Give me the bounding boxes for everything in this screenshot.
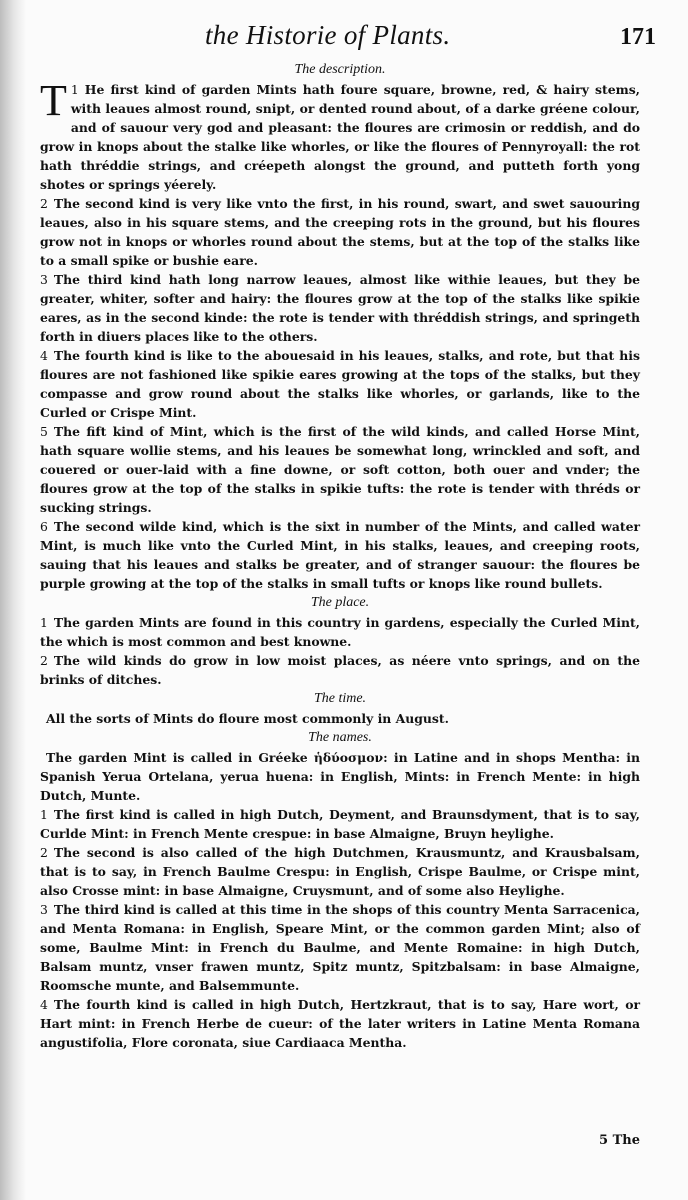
paragraph-text: The garden Mint is called in Gréeke ἡδύοσμον: in Latine and in shops Mentha: in Spanish Yerua Ortelana, yerua huena: in English, Mints: in French Mente: in high Dutch, Munte.	[40, 750, 640, 803]
body-text	[40, 60, 640, 1052]
paragraph-text: The third kind hath long narrow leaues, almost like withie leaues, but they be greater, whiter, softer and hairy: the floures grow at the top of the stalks like spikie eares, as in the second kinde: the rote is tender with thréddish strings, and springeth forth in diuers places like to the others.	[40, 272, 640, 344]
heading-names: The names.	[308, 730, 372, 745]
place-paragraph-1	[40, 613, 640, 651]
paragraph-text: He first kind of garden Mints hath foure square, browne, red, & hairy stems, with leaues almost round, snipt, or dented round about, of a darke gréene colour, and of sauour very god and pleasant: the floures are crimosin or reddish, and do grow in knops about the stalke like whorles, or like the floures of Pennyroyall: the rot hath thréddie strings, and créepeth alongst the ground, and putteth forth yong shotes or springs yéerely.	[40, 82, 640, 192]
drop-capital: T	[40, 76, 67, 125]
paragraph-number: 1	[40, 807, 48, 822]
names-paragraph-2	[40, 843, 640, 900]
paragraph-text: The garden Mints are found in this country in gardens, especially the Curled Mint, the which is most common and best knowne.	[40, 615, 640, 649]
description-paragraph-4	[40, 346, 640, 422]
paragraph-text: The third kind is called at this time in the shops of this country Menta Sarracenica, and Menta Romana: in English, Speare Mint, or the common garden Mint; also of some, Baulme Mint: in French du Baulme, and Mente Romaine: in high Dutch, Balsam muntz, vnser frawen muntz, Spitz muntz, Spitzbalsam: in base Almaigne, Roomsche munte, and Balsemmunte.	[40, 902, 640, 993]
paragraph-number: 4	[40, 348, 48, 363]
description-paragraph-6	[40, 517, 640, 593]
paragraph-text: The fourth kind is like to the abouesaid in his leaues, stalks, and rote, but that his floures are not fashioned like spikie eares growing at the tops of the stalks, but they compasse and grow round about the stalks like whorles, or garlands, like to the Curled or Crispe Mint.	[40, 348, 640, 420]
names-paragraph-1	[40, 805, 640, 843]
paragraph-text: The second is also called of the high Dutchmen, Krausmuntz, and Krausbalsam, that is to say, in French Baulme Crespu: in English, Crispe Baulme, or Crispe mint, also Crosse mint: in base Almaigne, Cruysmunt, and of some also Heylighe.	[40, 845, 640, 898]
names-paragraph-3	[40, 900, 640, 995]
paragraph-text: The second wilde kind, which is the sixt in number of the Mints, and called water Mint, is much like vnto the Curled Mint, in his stalks, leaues, and creeping roots, sauing that his leaues and stalks be greater, and of stranger sauour: the floures be purple growing at the top of the stalks in small tufts or knops like round bullets.	[40, 519, 640, 591]
paragraph-number: 5	[40, 424, 48, 439]
names-paragraph-intro	[40, 748, 640, 805]
paragraph-text: All the sorts of Mints do floure most commonly in August.	[46, 711, 449, 726]
paragraph-text: The wild kinds do grow in low moist places, as néere vnto springs, and on the brinks of ditches.	[40, 653, 640, 687]
heading-place: The place.	[310, 595, 370, 610]
page-gutter-shadow	[0, 0, 26, 1200]
page-number: 171	[620, 24, 656, 50]
paragraph-text: The second kind is very like vnto the first, in his round, swart, and swet sauouring leaues, also in his square stems, and the creeping rots in the ground, but his floures grow not in knops or whorles round about the stems, but at the top of the stalks like to a small spike or bushie eare.	[40, 196, 640, 268]
paragraph-number: 3	[40, 902, 48, 917]
paragraph-text: The fourth kind is called in high Dutch, Hertzkraut, that is to say, Hare wort, or Hart mint: in French Herbe de cueur: of the later writers in Latine Menta Romana angustifolia, Flore coronata, siue Cardiaaca Mentha.	[40, 997, 640, 1050]
place-paragraph-2	[40, 651, 640, 689]
description-paragraph-2	[40, 194, 640, 270]
running-title: the Historie of Plants.	[205, 20, 451, 50]
paragraph-number: 1	[40, 615, 48, 630]
description-paragraph-1	[40, 76, 640, 194]
paragraph-text: The first kind is called in high Dutch, Deyment, and Braunsdyment, that is to say, Curlde Mint: in French Mente crespue: in base Almaigne, Bruyn heylighe.	[40, 807, 640, 841]
paragraph-number: 2	[40, 196, 48, 211]
paragraph-number: 6	[40, 519, 48, 534]
names-paragraph-4	[40, 995, 640, 1052]
paragraph-number: 1	[70, 82, 79, 97]
paragraph-text: The fift kind of Mint, which is the first of the wild kinds, and called Horse Mint, hath square wollie stems, and his leaues be somewhat long, wrinckled and soft, and couered or ouer-laid with a fine downe, or soft cotton, both ouer and vnder; the floures grow at the top of the stalks in spikie tufts: the rote is tender with thréds or sucking strings.	[40, 424, 640, 515]
page-header	[40, 20, 658, 56]
paragraph-number: 2	[40, 845, 48, 860]
heading-time: The time.	[313, 691, 367, 706]
description-paragraph-3	[40, 270, 640, 346]
paragraph-number: 4	[40, 997, 48, 1012]
paragraph-number: 3	[40, 272, 48, 287]
paragraph-number: 2	[40, 653, 48, 668]
heading-description: The description.	[294, 62, 386, 77]
description-paragraph-5	[40, 422, 640, 517]
catchword: 5 The	[599, 1133, 640, 1148]
time-paragraph-1	[40, 709, 640, 728]
